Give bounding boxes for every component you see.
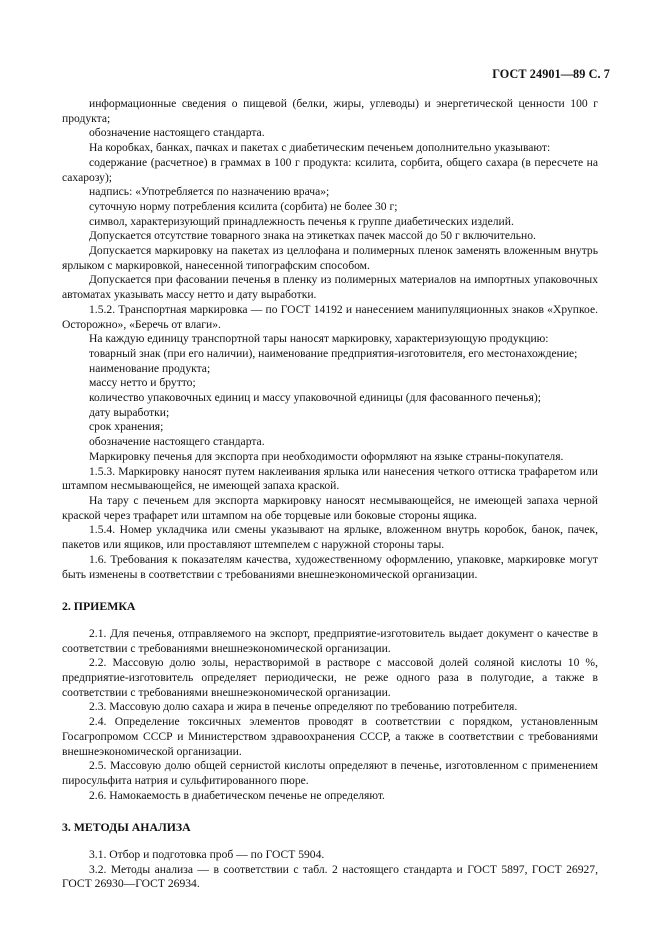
paragraph: символ, характеризующий принадлежность печенья к группе диабетических изделий. (89, 214, 514, 228)
section-heading-analysis-methods: 3. МЕТОДЫ АНАЛИЗА (62, 820, 191, 835)
paragraph: 2.5. Массовую долю общей сернистой кислоты определяют в печенье, изготовленном с применением пиросульфита натрия и сульфитированного пюре. (62, 759, 598, 787)
paragraph: суточную норму потребления ксилита (сорбита) не более 30 г; (89, 199, 398, 213)
paragraph: 3.1. Отбор и подготовка проб — по ГОСТ 5904. (89, 848, 325, 862)
paragraph: 2.2. Массовую долю золы, нерастворимой в растворе с массовой долей соляной кислоты 10 %, предприятие-изготовитель определяет периодически, не реже одного раза в полугодие, а также в соответствии с требованиями внешнеэкономической организации. (62, 656, 598, 699)
paragraph: 1.5.4. Номер укладчика или смены указывают на ярлыке, вложенном внутрь коробок, банок, пачек, пакетов или ящиков, или проставляют штемпелем с наружной стороны тары. (62, 523, 598, 552)
paragraph: 2.1. Для печенья, отправляемого на экспорт, предприятие-изготовитель выдает документ о качестве в соответствии с требованиями внешнеэкономической организации. (62, 626, 598, 655)
paragraph: содержание (расчетное) в граммах в 100 г продукта: ксилита, сорбита, общего сахара (в пересчете на сахарозу); (62, 155, 598, 184)
paragraph: срок хранения; (89, 420, 164, 434)
paragraph: товарный знак (при его наличии), наименование предприятия-изготовителя, его местонахождение; (89, 346, 578, 360)
paragraph: Допускается при фасовании печенья в пленку из полимерных материалов на импортных упаковочных автоматах указывать массу нетто и дату выработки. (62, 273, 598, 302)
section-heading-acceptance: 2. ПРИЕМКА (62, 599, 136, 614)
paragraph: 2.3. Массовую долю сахара и жира в печенье определяют по требованию потребителя. (89, 700, 518, 714)
page-header-standard-ref: ГОСТ 24901—89 С. 7 (492, 67, 610, 81)
paragraph: На каждую единицу транспортной тары наносят маркировку, характеризующую продукцию: (89, 332, 549, 346)
paragraph: На коробках, банках, пачках и пакетах с диабетическим печеньем дополнительно указывают: (89, 141, 551, 155)
paragraph: 1.5.3. Маркировку наносят путем наклеивания ярлыка или нанесения четкого оттиска трафаретом или штампом несмывающейся, не имеющей запаха краской. (62, 464, 598, 493)
paragraph: обозначение настоящего стандарта. (89, 126, 265, 140)
paragraph: Допускается маркировку на пакетах из целлофана и полимерных пленок заменять вложенным внутрь ярлыком с маркировкой, нанесенной типографским способом. (62, 244, 598, 272)
paragraph: массу нетто и брутто; (89, 376, 196, 390)
page-content (62, 97, 598, 892)
paragraph: обозначение настоящего стандарта. (89, 435, 265, 449)
paragraph: количество упаковочных единиц и массу упаковочной единицы (для фасованного печенья); (89, 391, 541, 405)
paragraph: 2.6. Намокаемость в диабетическом печенье не определяют. (89, 788, 385, 802)
paragraph: информационные сведения о пищевой (белки, жиры, углеводы) и энергетической ценности 100 г продукта; (62, 97, 598, 125)
paragraph: 2.4. Определение токсичных элементов проводят в соответствии с порядком, установленным Госагропромом СССР и Министерством здравоохранения СССР, а также в соответствии с требованиями внешнеэкономической организации. (62, 715, 598, 758)
paragraph: 1.5.2. Транспортная маркировка — по ГОСТ 14192 и нанесением манипуляционных знаков «Хрупкое. Осторожно», «Беречь от влаги». (62, 302, 598, 331)
paragraph: 3.2. Методы анализа — в соответствии с табл. 2 настоящего стандарта и ГОСТ 5897, ГОСТ 26927, ГОСТ 26930—ГОСТ 26934. (62, 862, 598, 891)
paragraph: Допускается отсутствие товарного знака на этикетках пачек массой до 50 г включительно. (89, 229, 536, 243)
paragraph: дату выработки; (89, 405, 170, 419)
paragraph: 1.6. Требования к показателям качества, художественному оформлению, упаковке, маркировке могут быть изменены в соответствии с требованиями внешнеэкономической организации. (62, 552, 598, 581)
paragraph: На тару с печеньем для экспорта маркировку наносят несмывающейся, не имеющей запаха черной краской через трафарет или штампом на обе торцевые или боковые стороны ящика. (62, 493, 598, 522)
paragraph: Маркировку печенья для экспорта при необходимости оформляют на языке страны-покупателя. (89, 449, 564, 463)
paragraph: наименование продукта; (89, 361, 211, 375)
paragraph: надпись: «Употребляется по назначению врача»; (89, 185, 330, 199)
